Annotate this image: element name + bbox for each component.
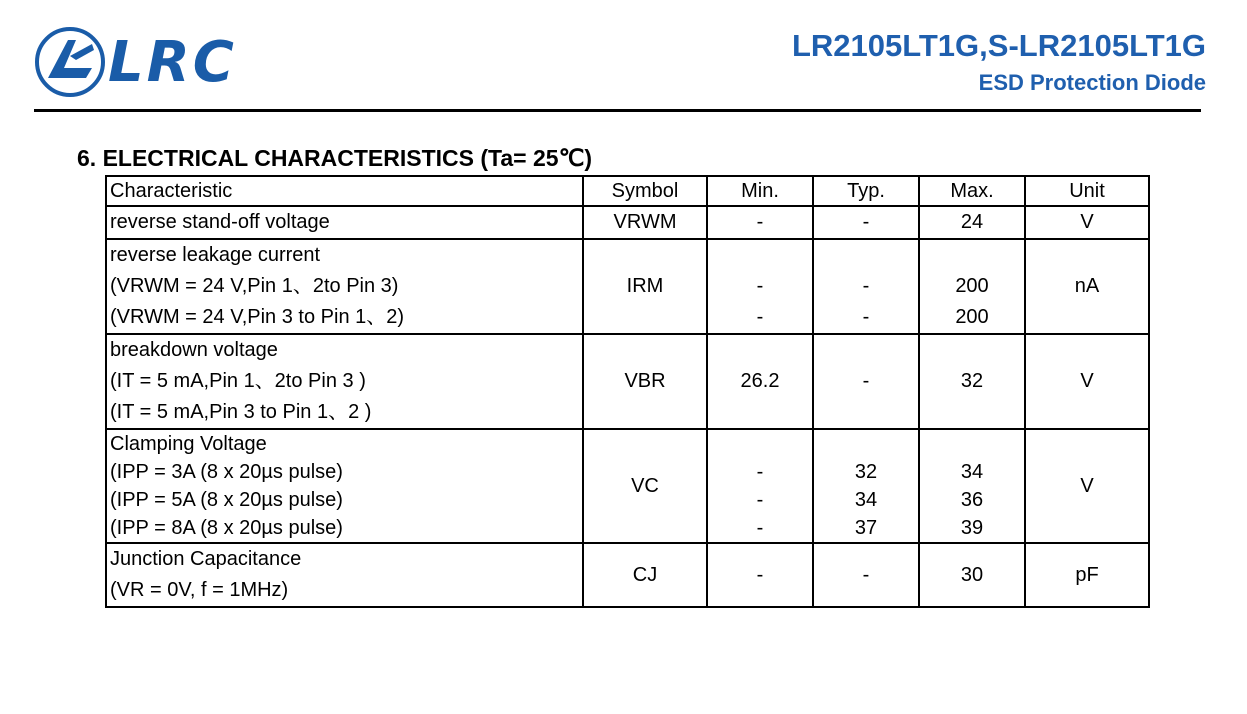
characteristic-cell: Junction Capacitance (VR = 0V, f = 1MHz) [106, 543, 583, 607]
symbol-cell: CJ [583, 543, 707, 607]
characteristic-cell: reverse stand-off voltage [106, 206, 583, 239]
symbol-cell: VC [583, 429, 707, 543]
table-header-row [106, 176, 1149, 206]
typ-cell: - [813, 543, 919, 607]
typ-cell: - - [813, 239, 919, 334]
section-title: 6. ELECTRICAL CHARACTERISTICS (Ta= 25℃) [77, 145, 593, 171]
characteristic-cell: Clamping Voltage (IPP = 3A (8 x 20µs pulse) (IPP = 5A (8 x 20µs pulse) (IPP = 8A (8 x 20µs pulse) [106, 429, 583, 543]
max-cell: 30 [919, 543, 1025, 607]
table-row [106, 206, 1149, 239]
max-cell: 34 36 39 [919, 429, 1025, 543]
unit-cell: V [1025, 334, 1149, 429]
min-cell: - [707, 543, 813, 607]
typ-cell: - [813, 206, 919, 239]
header-min: Min. [707, 176, 813, 206]
header-symbol: Symbol [583, 176, 707, 206]
unit-cell: nA [1025, 239, 1149, 334]
min-cell: - - - [707, 429, 813, 543]
brand-logo-text: LRC [108, 30, 237, 95]
table-row [106, 429, 1149, 543]
symbol-cell: VBR [583, 334, 707, 429]
electrical-characteristics-table [105, 175, 1150, 608]
characteristic-cell: breakdown voltage (IT = 5 mA,Pin 1、2to Pin 3 ) (IT = 5 mA,Pin 3 to Pin 1、2 ) [106, 334, 583, 429]
unit-cell: V [1025, 429, 1149, 543]
max-cell: 24 [919, 206, 1025, 239]
unit-cell: V [1025, 206, 1149, 239]
symbol-cell: VRWM [583, 206, 707, 239]
typ-cell: 32 34 37 [813, 429, 919, 543]
max-cell: 32 [919, 334, 1025, 429]
product-subtitle: ESD Protection Diode [978, 70, 1206, 95]
company-logo [34, 26, 106, 103]
table-row [106, 543, 1149, 607]
header-typ: Typ. [813, 176, 919, 206]
unit-cell: pF [1025, 543, 1149, 607]
part-number-title: LR2105LT1G,S-LR2105LT1G [791, 28, 1206, 63]
header-unit: Unit [1025, 176, 1149, 206]
header-divider [34, 109, 1201, 112]
min-cell: 26.2 [707, 334, 813, 429]
min-cell: - [707, 206, 813, 239]
symbol-cell: IRM [583, 239, 707, 334]
header-characteristic: Characteristic [106, 176, 583, 206]
table-row [106, 334, 1149, 429]
table-row [106, 239, 1149, 334]
typ-cell: - [813, 334, 919, 429]
characteristic-cell: reverse leakage current (VRWM = 24 V,Pin 1、2to Pin 3) (VRWM = 24 V,Pin 3 to Pin 1、2) [106, 239, 583, 334]
header-max: Max. [919, 176, 1025, 206]
min-cell: - - [707, 239, 813, 334]
max-cell: 200 200 [919, 239, 1025, 334]
